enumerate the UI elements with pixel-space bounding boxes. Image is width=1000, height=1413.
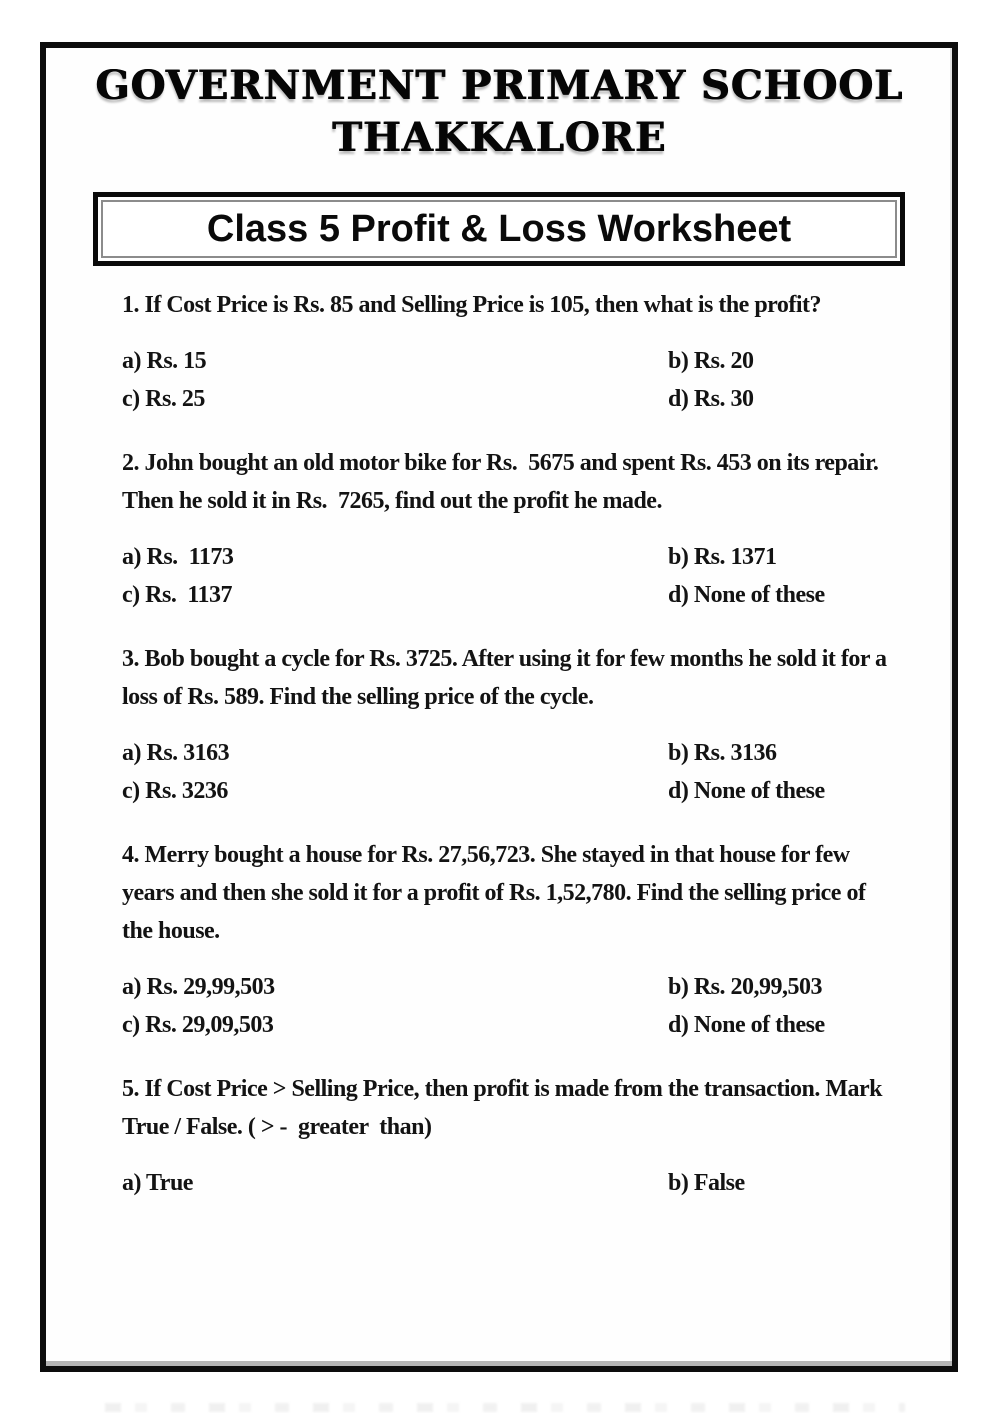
option-4d[interactable]: d) None of these — [668, 1011, 825, 1038]
questions-list — [46, 266, 952, 1202]
option-5a[interactable]: a) True — [122, 1169, 193, 1196]
option-3d[interactable]: d) None of these — [668, 777, 825, 804]
option-2b[interactable]: b) Rs. 1371 — [668, 543, 777, 570]
option-1b[interactable]: b) Rs. 20 — [668, 347, 754, 374]
question-block-4 — [122, 836, 922, 1044]
options-group — [122, 342, 922, 418]
option-row — [122, 772, 922, 810]
option-row — [122, 734, 922, 772]
option-row — [122, 342, 922, 380]
worksheet-title-box — [93, 192, 905, 266]
option-2c[interactable]: c) Rs. 1137 — [122, 581, 232, 608]
option-row — [122, 968, 922, 1006]
option-row — [122, 380, 922, 418]
school-name — [46, 60, 952, 164]
cropped-next-line-artifact — [105, 1403, 905, 1412]
question-text: 3. Bob bought a cycle for Rs. 3725. After using it for few months he sold it for a loss of Rs. 589. Find the selling price of the cycle. — [122, 646, 893, 710]
question-block-5 — [122, 1070, 922, 1202]
options-group — [122, 1164, 922, 1202]
option-4c[interactable]: c) Rs. 29,09,503 — [122, 1011, 274, 1038]
option-row — [122, 1006, 922, 1044]
options-group — [122, 538, 922, 614]
option-row — [122, 538, 922, 576]
option-row — [122, 576, 922, 614]
option-2a[interactable]: a) Rs. 1173 — [122, 543, 234, 570]
question-text: 1. If Cost Price is Rs. 85 and Selling Price is 105, then what is the profit? — [122, 292, 822, 318]
option-2d[interactable]: d) None of these — [668, 581, 825, 608]
option-5b[interactable]: b) False — [668, 1169, 745, 1196]
option-row — [122, 1164, 922, 1202]
school-name-line1: GOVERNMENT PRIMARY SCHOOL — [95, 62, 903, 109]
options-group — [122, 968, 922, 1044]
question-block-3 — [122, 640, 922, 810]
options-group — [122, 734, 922, 810]
option-1d[interactable]: d) Rs. 30 — [668, 385, 754, 412]
option-3a[interactable]: a) Rs. 3163 — [122, 739, 230, 766]
question-block-2 — [122, 444, 922, 614]
option-3c[interactable]: c) Rs. 3236 — [122, 777, 228, 804]
option-4a[interactable]: a) Rs. 29,99,503 — [122, 973, 275, 1000]
worksheet-page — [40, 42, 958, 1372]
option-1c[interactable]: c) Rs. 25 — [122, 385, 205, 412]
question-text: 5. If Cost Price > Selling Price, then profit is made from the transaction. Mark True / False. ( > - greater than) — [122, 1076, 888, 1140]
question-block-1 — [122, 286, 922, 418]
worksheet-title: Class 5 Profit & Loss Worksheet — [101, 200, 897, 258]
question-text: 2. John bought an old motor bike for Rs. 5675 and spent Rs. 453 on its repair. Then he sold it in Rs. 7265, find out the profit he made. — [122, 450, 884, 514]
option-1a[interactable]: a) Rs. 15 — [122, 347, 207, 374]
question-text: 4. Merry bought a house for Rs. 27,56,723. She stayed in that house for few years and then she sold it for a profit of Rs. 1,52,780. Find the selling price of the house. — [122, 842, 871, 944]
school-name-line2: THAKKALORE — [331, 114, 667, 161]
option-4b[interactable]: b) Rs. 20,99,503 — [668, 973, 823, 1000]
option-3b[interactable]: b) Rs. 3136 — [668, 739, 777, 766]
